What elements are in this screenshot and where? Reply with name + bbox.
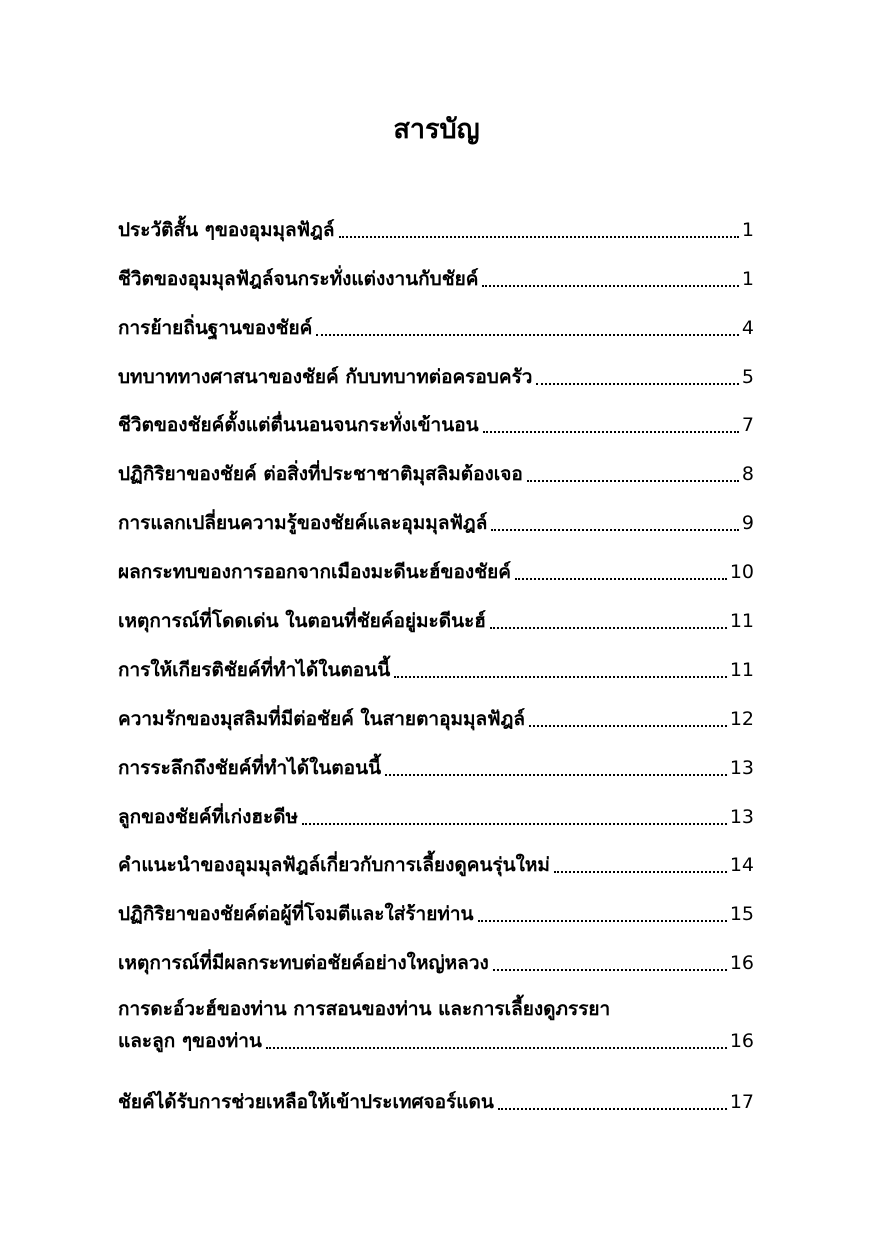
- toc-entry-title: คำแนะนำของอุมมุลฟัฎล์เกี่ยวกับการเลี้ยงดูคนรุ่นใหม่: [118, 854, 550, 877]
- toc-entry-title: บทบาททางศาสนาของชัยค์ กับบทบาทต่อครอบครัว: [118, 365, 533, 388]
- dot-leader: [529, 725, 727, 727]
- dot-leader: [491, 529, 739, 531]
- toc-entry-title: การระลึกถึงชัยค์ที่ทำได้ในตอนนี้: [118, 756, 382, 779]
- toc-entry[interactable]: [118, 880, 754, 929]
- toc-entry-page: 7: [741, 414, 754, 437]
- toc-entry-multiline[interactable]: [118, 978, 754, 1068]
- toc-entry[interactable]: [118, 832, 754, 881]
- toc-entry[interactable]: [118, 685, 754, 734]
- toc-entry-title: ความรักของมุสลิมที่มีต่อชัยค์ ในสายตาอุมมุลฟัฎล์: [118, 707, 526, 730]
- toc-entry-title-line1: การดะอ์วะฮ์ของท่าน การสอนของท่าน และการเลี้ยงดูภรรยา: [118, 998, 611, 1021]
- toc-entry-page: 8: [741, 463, 754, 486]
- dot-leader: [527, 480, 739, 482]
- dot-leader: [482, 285, 738, 287]
- toc-entry[interactable]: [118, 343, 754, 392]
- dot-leader: [302, 823, 727, 825]
- toc-entry-title-line2: และลูก ๆของท่าน: [118, 1030, 262, 1053]
- toc-entry-title: เหตุการณ์ที่มีผลกระทบต่อชัยค์อย่างใหญ่หลวง: [118, 952, 489, 975]
- toc-entry-page: 14: [729, 854, 754, 877]
- toc-entry-title: ชีวิตของอุมมุลฟัฎล์จนกระทั่งแต่งงานกับชัยค์: [118, 267, 479, 290]
- toc-entry-title: ผลกระทบของการออกจากเมืองมะดีนะฮ์ของชัยค์: [118, 561, 511, 584]
- toc-entry-page: 15: [729, 903, 754, 926]
- toc-entry-title: เหตุการณ์ที่โดดเด่น ในตอนที่ชัยค์อยู่มะดีนะฮ์: [118, 610, 486, 633]
- toc-entry-title: ชัยค์ได้รับการช่วยเหลือให้เข้าประเทศจอร์แดน: [118, 1091, 494, 1114]
- toc-entry-page: 11: [729, 658, 754, 681]
- dot-leader: [483, 431, 739, 433]
- toc-entry-title: ปฏิกิริยาของชัยค์ต่อผู้ที่โจมตีและใส่ร้ายท่าน: [118, 903, 474, 926]
- toc-entry[interactable]: [118, 489, 754, 538]
- toc-entry[interactable]: [118, 783, 754, 832]
- toc-entry-page: 1: [741, 267, 754, 290]
- toc-entry-page: 9: [741, 512, 754, 535]
- dot-leader: [339, 236, 739, 238]
- toc-entry-second-line: [118, 1026, 754, 1068]
- toc-entry-page: 12: [729, 707, 754, 730]
- toc-entry-page: 13: [729, 805, 754, 828]
- dot-leader: [316, 334, 739, 336]
- dot-leader: [394, 676, 727, 678]
- table-of-contents: [118, 196, 754, 1117]
- toc-entry-title: ลูกของชัยค์ที่เก่งฮะดีษ: [118, 805, 299, 828]
- toc-entry-page: 17: [729, 1091, 754, 1114]
- dot-leader: [493, 969, 727, 971]
- dot-leader: [478, 920, 727, 922]
- dot-leader: [554, 871, 727, 873]
- toc-entry-page: 11: [729, 610, 754, 633]
- toc-entry[interactable]: [118, 538, 754, 587]
- dot-leader: [498, 1108, 727, 1110]
- toc-entry[interactable]: [118, 196, 754, 245]
- toc-entry-page: 16: [729, 952, 754, 975]
- toc-entry-title: การย้ายถิ่นฐานของชัยค์: [118, 316, 313, 339]
- toc-entry-page: 5: [741, 365, 754, 388]
- toc-entry[interactable]: [118, 294, 754, 343]
- toc-entry[interactable]: [118, 636, 754, 685]
- toc-entry-title: ปฏิกิริยาของชัยค์ ต่อสิ่งที่ประชาชาติมุสลิมต้องเจอ: [118, 463, 523, 486]
- toc-entry-page: 16: [729, 1030, 754, 1053]
- dot-leader: [490, 627, 727, 629]
- toc-entry-title: การแลกเปลี่ยนความรู้ของชัยค์และอุมมุลฟัฎล์: [118, 512, 488, 535]
- toc-entry-page: 1: [741, 218, 754, 241]
- toc-entry[interactable]: [118, 929, 754, 978]
- dot-leader: [266, 1047, 727, 1049]
- dot-leader: [515, 578, 727, 580]
- toc-entry[interactable]: [118, 1068, 754, 1117]
- toc-entry-title: ชีวิตของชัยค์ตั้งแต่ตื่นนอนจนกระทั่งเข้านอน: [118, 414, 479, 437]
- toc-entry[interactable]: [118, 245, 754, 294]
- page-title: สารบัญ: [393, 114, 480, 145]
- toc-entry-title: ประวัติสั้น ๆของอุมมุลฟัฎล์: [118, 218, 335, 241]
- dot-leader: [536, 383, 738, 385]
- dot-leader: [385, 774, 727, 776]
- toc-entry[interactable]: [118, 587, 754, 636]
- toc-entry[interactable]: [118, 734, 754, 783]
- toc-entry[interactable]: [118, 392, 754, 441]
- toc-entry[interactable]: [118, 440, 754, 489]
- toc-entry-title: การให้เกียรติชัยค์ที่ทำได้ในตอนนี้: [118, 658, 391, 681]
- toc-entry-page: 4: [741, 316, 754, 339]
- toc-entry-page: 13: [729, 756, 754, 779]
- toc-entry-page: 10: [729, 561, 754, 584]
